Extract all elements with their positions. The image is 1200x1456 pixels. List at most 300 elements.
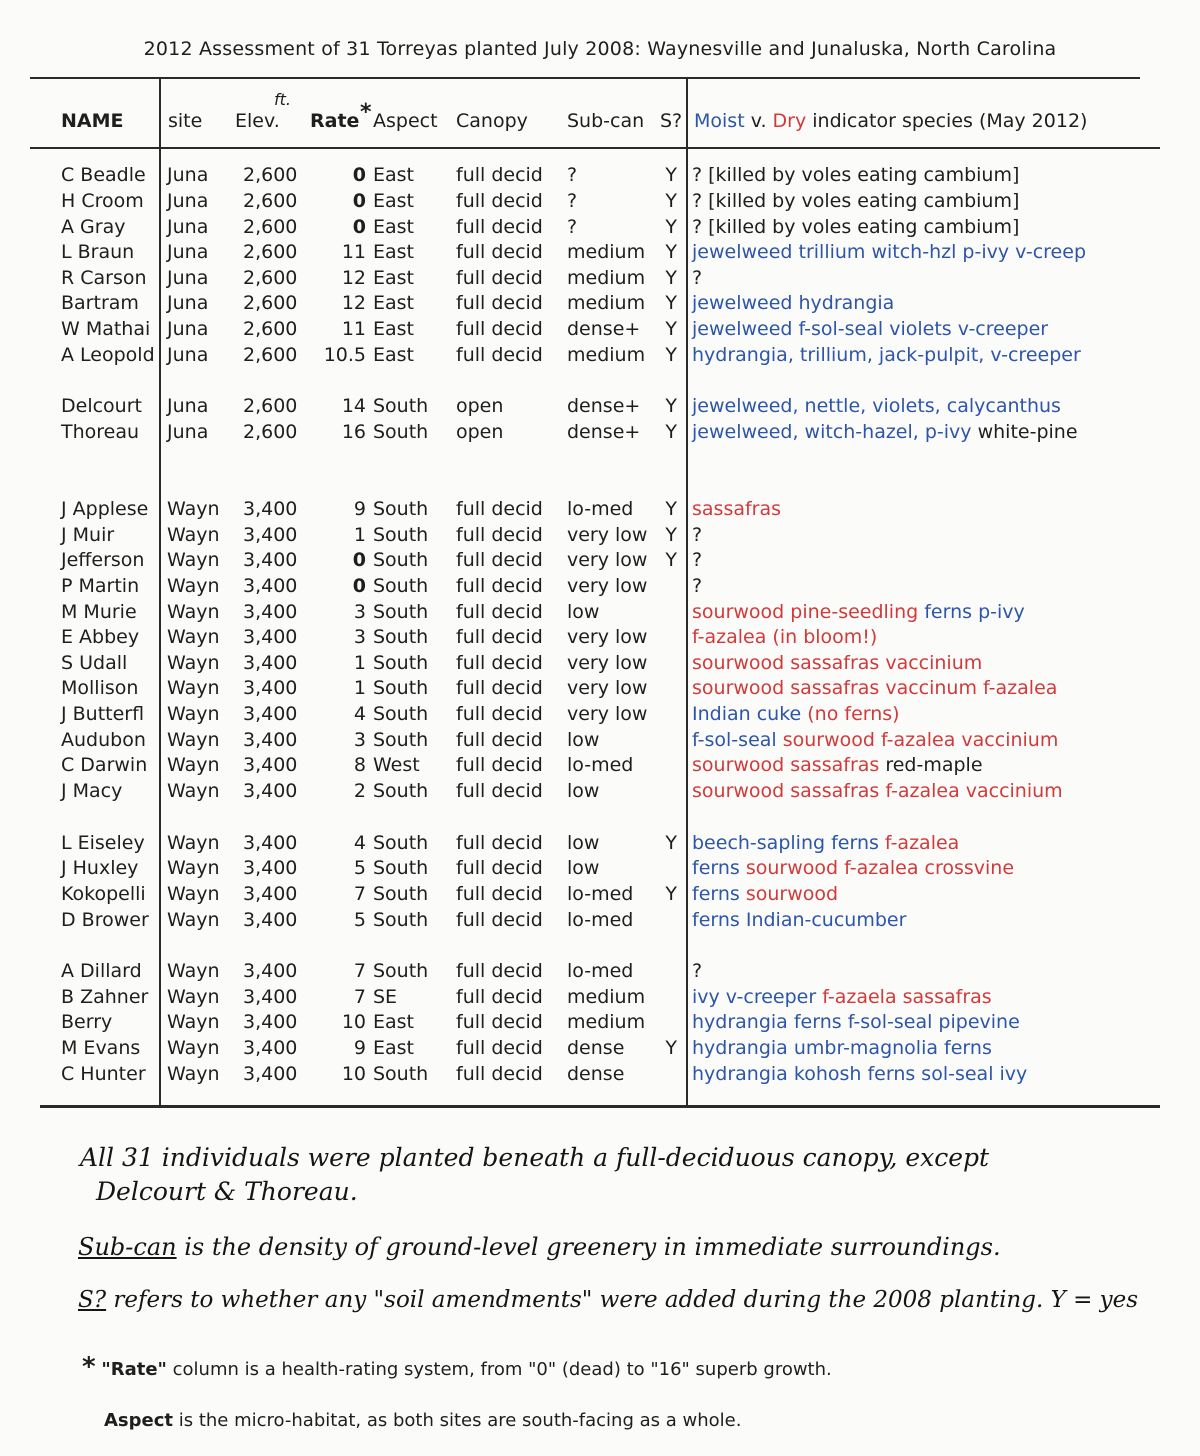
cell-site: Juna [167, 267, 209, 289]
indicator-species: ? [692, 524, 703, 546]
cell-soil: Y [665, 395, 677, 417]
cell-elev: 2,600 [243, 318, 298, 340]
cell-soil: Y [665, 216, 677, 238]
indicator-species: ? [killed by voles eating cambium] [692, 216, 1020, 238]
cell-subcan: very low [567, 652, 648, 674]
indicator-species: sourwood [739, 883, 839, 905]
footnote-rate [82, 1352, 832, 1382]
cell-rate: 7 [353, 883, 366, 905]
cell-name: B Zahner [61, 986, 149, 1008]
cell-subcan: very low [567, 524, 648, 546]
cell-site: Wayn [167, 909, 220, 931]
cell-canopy: full decid [456, 883, 543, 905]
cell-rate: 9 [353, 498, 366, 520]
cell-name: M Murie [61, 601, 137, 623]
cell-aspect: South [373, 909, 429, 931]
cell-aspect: South [373, 601, 429, 623]
indicator-species: ? [killed by voles eating cambium] [692, 190, 1020, 212]
cell-elev: 3,400 [243, 729, 298, 751]
cell-site: Wayn [167, 498, 220, 520]
cell-elev: 2,600 [243, 421, 298, 443]
cell-indicator [692, 857, 1014, 879]
cell-indicator [692, 909, 906, 931]
cell-name: R Carson [61, 267, 147, 289]
cell-subcan: lo-med [567, 883, 634, 905]
cell-canopy: full decid [456, 832, 543, 854]
cell-rate: 0 [352, 164, 366, 186]
cell-canopy: full decid [456, 292, 543, 314]
cell-rate: 0 [352, 575, 366, 597]
cell-subcan: low [567, 729, 600, 751]
header-indicator-part: indicator species (May 2012) [806, 110, 1088, 132]
cell-indicator [692, 344, 1081, 366]
cell-subcan: dense+ [567, 421, 641, 443]
cell-subcan: very low [567, 575, 648, 597]
cell-name: L Eiseley [61, 832, 145, 854]
cell-subcan: lo-med [567, 498, 634, 520]
cell-name: Berry [61, 1011, 113, 1033]
cell-aspect: South [373, 883, 429, 905]
cell-name: S Udall [61, 652, 128, 674]
cell-site: Juna [167, 318, 209, 340]
cell-soil: Y [665, 1037, 677, 1059]
cell-rate: 3 [353, 601, 366, 623]
cell-canopy: full decid [456, 857, 543, 879]
cell-name: C Hunter [61, 1063, 146, 1085]
footnote-rate-label: "Rate" [101, 1359, 167, 1380]
cell-rate: 0 [352, 190, 366, 212]
cell-subcan: very low [567, 703, 648, 725]
cell-site: Wayn [167, 960, 220, 982]
cell-canopy: full decid [456, 1063, 543, 1085]
cell-indicator [692, 883, 838, 905]
cell-elev: 3,400 [243, 780, 298, 802]
cell-site: Wayn [167, 601, 220, 623]
cell-canopy: full decid [456, 241, 543, 263]
cell-indicator [692, 549, 702, 571]
note-canopy: All 31 individuals were planted beneath a full-deciduous canopy, except [80, 1143, 990, 1172]
header-rate: Rate [310, 110, 360, 132]
cell-subcan: very low [567, 626, 648, 648]
cell-soil: Y [665, 832, 677, 854]
cell-name: C Darwin [61, 754, 148, 776]
cell-subcan: low [567, 780, 600, 802]
indicator-species: f-sol-seal [692, 729, 777, 751]
cell-rate: 5 [353, 857, 366, 879]
cell-site: Wayn [167, 524, 220, 546]
cell-aspect: East [373, 267, 414, 289]
header-soil: S? [660, 110, 683, 132]
indicator-species: sourwood sassafras vaccinium [692, 652, 983, 674]
cell-site: Wayn [167, 1063, 220, 1085]
cell-rate: 1 [353, 677, 366, 699]
cell-aspect: West [373, 754, 420, 776]
indicator-species: ivy v-creeper [692, 986, 817, 1008]
cell-site: Juna [167, 421, 209, 443]
cell-aspect: South [373, 498, 429, 520]
cell-subcan: dense [567, 1037, 625, 1059]
indicator-species: jewelweed, witch-hazel, p-ivy [692, 421, 972, 443]
cell-rate: 7 [353, 986, 366, 1008]
cell-name: Bartram [61, 292, 139, 314]
header-rule [30, 147, 1160, 149]
cell-elev: 3,400 [243, 832, 298, 854]
cell-rate: 0 [352, 549, 366, 571]
cell-rate: 4 [353, 703, 366, 725]
indicator-species: Indian cuke [692, 703, 802, 725]
cell-rate: 8 [353, 754, 366, 776]
indicator-species: f-azaela sassafras [816, 986, 992, 1008]
cell-rate: 3 [353, 729, 366, 751]
top-rule [30, 77, 1140, 79]
cell-indicator [692, 292, 894, 314]
cell-indicator [692, 832, 959, 854]
cell-canopy: full decid [456, 626, 543, 648]
cell-elev: 2,600 [243, 216, 298, 238]
cell-canopy: full decid [456, 703, 543, 725]
indicator-species: jewelweed trillium witch-hzl p-ivy v-creep [692, 241, 1086, 263]
cell-name: P Martin [61, 575, 140, 597]
cell-canopy: full decid [456, 729, 543, 751]
cell-indicator [692, 703, 900, 725]
cell-indicator [692, 524, 702, 546]
cell-soil: Y [665, 344, 677, 366]
cell-elev: 3,400 [243, 960, 298, 982]
footnote-aspect [104, 1410, 741, 1431]
cell-site: Wayn [167, 549, 220, 571]
indicator-species: ? [killed by voles eating cambium] [692, 164, 1020, 186]
cell-canopy: full decid [456, 1011, 543, 1033]
cell-name: L Braun [61, 241, 135, 263]
cell-aspect: East [373, 1037, 414, 1059]
cell-rate: 11 [341, 241, 366, 263]
cell-aspect: East [373, 241, 414, 263]
cell-indicator [692, 190, 1019, 212]
cell-site: Wayn [167, 754, 220, 776]
cell-rate: 12 [341, 292, 366, 314]
header-aspect: Aspect [373, 110, 438, 132]
cell-elev: 3,400 [243, 549, 298, 571]
indicator-species: sassafras [692, 498, 782, 520]
cell-site: Wayn [167, 1011, 220, 1033]
cell-site: Wayn [167, 883, 220, 905]
cell-rate: 0 [352, 216, 366, 238]
cell-aspect: South [373, 575, 429, 597]
cell-soil: Y [665, 164, 677, 186]
cell-indicator [692, 986, 992, 1008]
cell-site: Wayn [167, 652, 220, 674]
indicator-species: ? [692, 549, 703, 571]
cell-elev: 2,600 [243, 395, 298, 417]
cell-canopy: full decid [456, 677, 543, 699]
cell-aspect: SE [373, 986, 398, 1008]
page-title: 2012 Assessment of 31 Torreyas planted July 2008: Waynesville and Junaluska, North Carolina [143, 38, 1057, 60]
cell-indicator [692, 318, 1048, 340]
cell-canopy: full decid [456, 524, 543, 546]
indicator-species: red-maple [879, 754, 983, 776]
cell-canopy: full decid [456, 652, 543, 674]
cell-elev: 3,400 [243, 498, 298, 520]
indicator-species: ? [692, 575, 703, 597]
footnote-rate-text: column is a health-rating system, from "0" (dead) to "16" superb growth. [166, 1359, 832, 1380]
cell-name: Jefferson [61, 549, 145, 571]
indicator-divider [686, 77, 688, 1105]
cell-aspect: South [373, 960, 429, 982]
cell-site: Juna [167, 292, 209, 314]
header-indicator-part: Moist [694, 110, 745, 132]
cell-name: E Abbey [61, 626, 140, 648]
cell-canopy: full decid [456, 267, 543, 289]
cell-rate: 1 [353, 652, 366, 674]
cell-elev: 3,400 [243, 986, 298, 1008]
note-soil-text: refers to whether any "soil amendments" were added during the 2008 planting. Y = yes [106, 1287, 1139, 1313]
cell-site: Wayn [167, 857, 220, 879]
cell-name: Audubon [61, 729, 146, 751]
cell-aspect: South [373, 729, 429, 751]
cell-canopy: full decid [456, 216, 543, 238]
cell-aspect: South [373, 677, 429, 699]
header-site: site [168, 110, 203, 132]
indicator-species: hydrangia kohosh ferns sol-seal ivy [692, 1063, 1028, 1085]
cell-elev: 2,600 [243, 344, 298, 366]
cell-subcan: very low [567, 677, 648, 699]
cell-elev: 3,400 [243, 601, 298, 623]
cell-name: J Macy [61, 780, 123, 802]
note-soil [78, 1287, 1138, 1313]
cell-aspect: South [373, 421, 429, 443]
indicator-species: (no ferns) [801, 703, 900, 725]
cell-elev: 3,400 [243, 1037, 298, 1059]
cell-name: J Huxley [61, 857, 139, 879]
cell-indicator [692, 960, 702, 982]
cell-name: H Croom [61, 190, 144, 212]
cell-rate: 11 [341, 318, 366, 340]
indicator-species: hydrangia, trillium, jack-pulpit, v-creeper [692, 344, 1081, 366]
cell-elev: 3,400 [243, 1063, 298, 1085]
cell-indicator [692, 1037, 992, 1059]
footnote-aspect-label: Aspect [104, 1410, 174, 1431]
cell-rate: 9 [353, 1037, 366, 1059]
cell-canopy: full decid [456, 164, 543, 186]
indicator-species: f-azalea (in bloom!) [692, 626, 878, 648]
cell-indicator [692, 498, 781, 520]
cell-site: Wayn [167, 677, 220, 699]
cell-name: Mollison [61, 677, 139, 699]
cell-soil: Y [665, 421, 677, 443]
cell-name: A Dillard [61, 960, 142, 982]
cell-aspect: East [373, 344, 414, 366]
cell-name: W Mathai [61, 318, 151, 340]
cell-indicator [692, 626, 877, 648]
cell-elev: 3,400 [243, 703, 298, 725]
cell-site: Wayn [167, 1037, 220, 1059]
cell-subcan: ? [567, 164, 578, 186]
cell-subcan: very low [567, 549, 648, 571]
cell-indicator [692, 601, 1025, 623]
cell-aspect: East [373, 292, 414, 314]
cell-name: M Evans [61, 1037, 141, 1059]
footnote-star: * [82, 1352, 96, 1382]
cell-elev: 2,600 [243, 241, 298, 263]
cell-soil: Y [665, 267, 677, 289]
cell-subcan: lo-med [567, 909, 634, 931]
cell-indicator [692, 1063, 1027, 1085]
cell-canopy: open [456, 395, 504, 417]
cell-site: Juna [167, 190, 209, 212]
cell-elev: 3,400 [243, 677, 298, 699]
cell-soil: Y [665, 190, 677, 212]
cell-aspect: South [373, 780, 429, 802]
cell-soil: Y [665, 524, 677, 546]
cell-aspect: East [373, 190, 414, 212]
cell-name: A Leopold [61, 344, 155, 366]
cell-subcan: dense [567, 1063, 625, 1085]
cell-name: J Muir [61, 524, 115, 546]
cell-aspect: South [373, 857, 429, 879]
cell-rate: 14 [341, 395, 366, 417]
cell-aspect: South [373, 395, 429, 417]
header-indicator-part: v. [744, 110, 773, 132]
indicator-species: sourwood sassafras f-azalea vaccinium [692, 780, 1063, 802]
header-indicator-part: Dry [772, 110, 807, 132]
cell-elev: 3,400 [243, 883, 298, 905]
cell-site: Wayn [167, 575, 220, 597]
cell-elev: 3,400 [243, 909, 298, 931]
cell-indicator [692, 677, 1057, 699]
cell-name: C Beadle [61, 164, 146, 186]
cell-site: Wayn [167, 832, 220, 854]
cell-indicator [692, 780, 1063, 802]
cell-site: Juna [167, 395, 209, 417]
cell-canopy: full decid [456, 498, 543, 520]
footnote-aspect-text: is the micro-habitat, as both sites are south-facing as a whole. [173, 1410, 742, 1431]
cell-soil: Y [665, 498, 677, 520]
cell-canopy: open [456, 421, 504, 443]
indicator-species: ferns Indian-cucumber [692, 909, 907, 931]
cell-indicator [692, 241, 1086, 263]
cell-subcan: medium [567, 1011, 646, 1033]
header-rate-star: * [360, 100, 372, 125]
cell-canopy: full decid [456, 960, 543, 982]
cell-rate: 12 [341, 267, 366, 289]
cell-soil: Y [665, 241, 677, 263]
indicator-species: ? [692, 267, 703, 289]
cell-aspect: East [373, 1011, 414, 1033]
note-subcan-text: is the density of ground-level greenery in immediate surroundings. [176, 1233, 1001, 1261]
cell-rate: 4 [353, 832, 366, 854]
cell-subcan: dense+ [567, 318, 641, 340]
indicator-species: beech-sapling ferns [692, 832, 879, 854]
cell-canopy: full decid [456, 575, 543, 597]
cell-elev: 3,400 [243, 652, 298, 674]
cell-subcan: low [567, 601, 600, 623]
indicator-species: hydrangia umbr-magnolia ferns [692, 1037, 992, 1059]
cell-aspect: South [373, 703, 429, 725]
cell-aspect: East [373, 318, 414, 340]
bottom-rule [40, 1105, 1160, 1108]
cell-rate: 1 [353, 524, 366, 546]
cell-subcan: dense+ [567, 395, 641, 417]
cell-canopy: full decid [456, 1037, 543, 1059]
cell-aspect: South [373, 832, 429, 854]
indicator-species: sourwood f-azalea crossvine [739, 857, 1015, 879]
cell-subcan: ? [567, 216, 578, 238]
indicator-species: jewelweed, nettle, violets, calycanthus [692, 395, 1061, 417]
indicator-species: sourwood f-azalea vaccinium [776, 729, 1059, 751]
indicator-species: ferns p-ivy [918, 601, 1025, 623]
cell-elev: 3,400 [243, 575, 298, 597]
cell-indicator [692, 267, 702, 289]
cell-canopy: full decid [456, 318, 543, 340]
cell-soil: Y [665, 318, 677, 340]
cell-rate: 10 [341, 1063, 366, 1085]
cell-subcan: medium [567, 344, 646, 366]
note-canopy-exceptions: Delcourt & Thoreau. [96, 1177, 358, 1206]
indicator-species: ferns [692, 883, 740, 905]
cell-aspect: South [373, 652, 429, 674]
cell-subcan: medium [567, 267, 646, 289]
cell-site: Wayn [167, 626, 220, 648]
cell-canopy: full decid [456, 549, 543, 571]
cell-name: Delcourt [61, 395, 142, 417]
header-subcan: Sub-can [567, 110, 645, 132]
cell-aspect: East [373, 216, 414, 238]
cell-aspect: South [373, 1063, 429, 1085]
indicator-species: sourwood pine-seedling [692, 601, 919, 623]
cell-soil: Y [665, 549, 677, 571]
cell-site: Juna [167, 241, 209, 263]
cell-site: Juna [167, 216, 209, 238]
cell-rate: 10.5 [323, 344, 366, 366]
header-canopy: Canopy [456, 110, 528, 132]
cell-subcan: medium [567, 292, 646, 314]
cell-name: Kokopelli [61, 883, 146, 905]
cell-canopy: full decid [456, 986, 543, 1008]
cell-elev: 3,400 [243, 754, 298, 776]
cell-aspect: East [373, 164, 414, 186]
cell-elev: 3,400 [243, 626, 298, 648]
cell-subcan: lo-med [567, 754, 634, 776]
cell-name: J Applese [61, 498, 149, 520]
cell-canopy: full decid [456, 190, 543, 212]
cell-canopy: full decid [456, 909, 543, 931]
header-name: NAME [61, 110, 124, 132]
note-soil-label: S? [78, 1287, 107, 1313]
header-elev-unit: ft. [274, 90, 291, 109]
cell-site: Wayn [167, 729, 220, 751]
cell-name: Thoreau [61, 421, 140, 443]
cell-name: J Butterfl [61, 703, 145, 725]
name-divider [159, 77, 161, 1105]
cell-site: Wayn [167, 703, 220, 725]
cell-rate: 2 [353, 780, 366, 802]
header-elev: Elev. [235, 110, 280, 132]
indicator-species: hydrangia ferns f-sol-seal pipevine [692, 1011, 1020, 1033]
cell-name: D Brower [61, 909, 149, 931]
cell-canopy: full decid [456, 601, 543, 623]
cell-subcan: ? [567, 190, 578, 212]
cell-subcan: lo-med [567, 960, 634, 982]
cell-canopy: full decid [456, 344, 543, 366]
cell-aspect: South [373, 549, 429, 571]
cell-indicator [692, 421, 1078, 443]
cell-elev: 2,600 [243, 292, 298, 314]
cell-indicator [692, 1011, 1020, 1033]
cell-indicator [692, 652, 982, 674]
cell-elev: 3,400 [243, 524, 298, 546]
cell-site: Wayn [167, 986, 220, 1008]
cell-rate: 5 [353, 909, 366, 931]
